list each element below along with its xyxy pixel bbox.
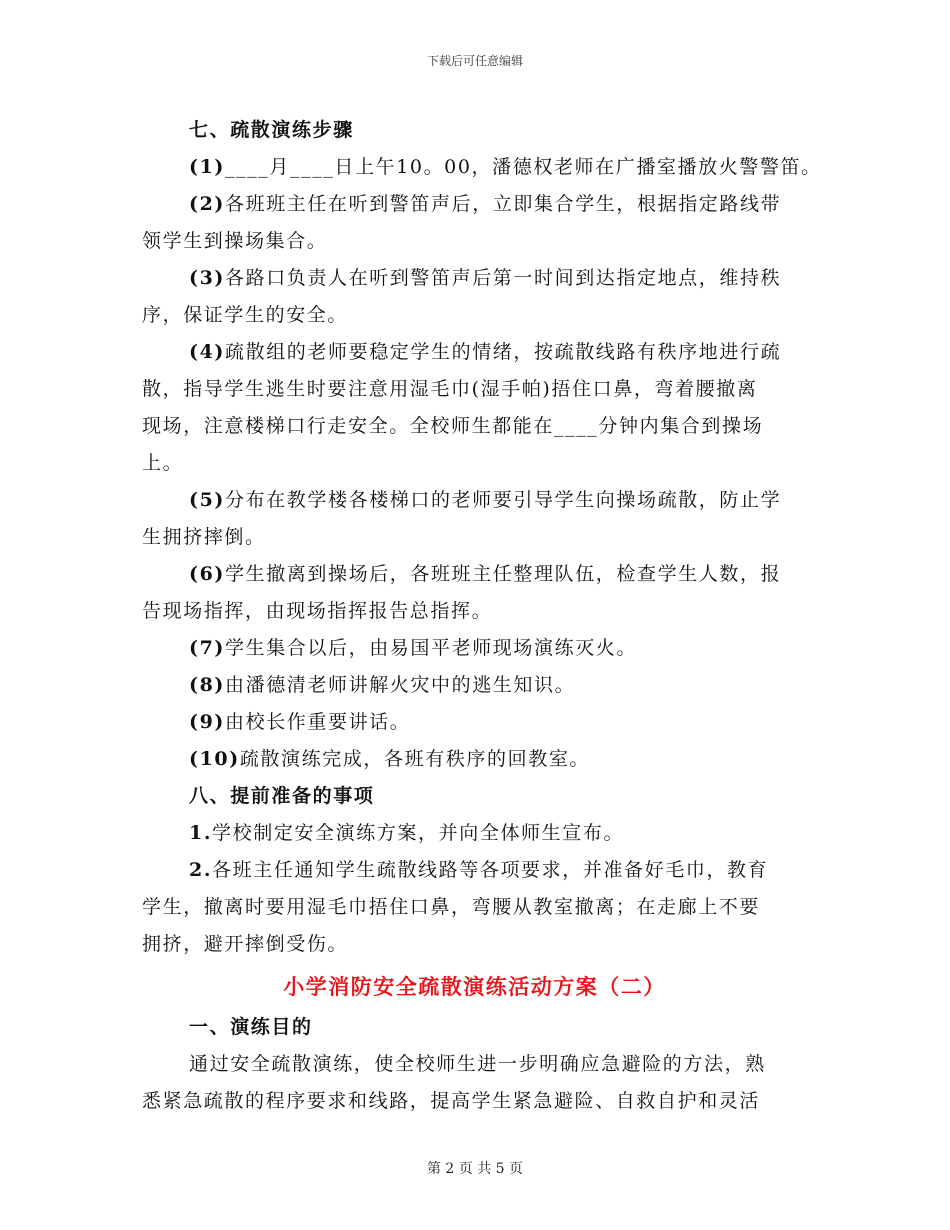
document-body <box>142 112 822 1120</box>
step-line <box>142 630 807 667</box>
prep-item-text: 学校制定安全演练方案，并向全体师生宣布。 <box>212 822 625 844</box>
step-line <box>142 260 807 297</box>
step-line <box>142 482 807 519</box>
prep-item-line <box>142 926 807 963</box>
page-header: 下载后可任意编辑 <box>426 54 523 68</box>
page-footer: 第 2 页 共 5 页 <box>426 1161 524 1177</box>
section-7-steps <box>142 149 822 778</box>
step-number: (9) <box>189 711 225 733</box>
step-line <box>142 445 807 482</box>
step-text: 生拥挤摔倒。 <box>142 526 266 548</box>
step-line <box>142 223 807 260</box>
step-number: (4) <box>189 341 225 363</box>
step-number: (2) <box>189 193 225 215</box>
paragraph-line: 悉紧急疏散的程序要求和线路，提高学生紧急避险、自救自护和灵活 <box>142 1090 761 1112</box>
step-text: 上。 <box>142 452 184 474</box>
paragraph-line: 通过安全疏散演练，使全校师生进一步明确应急避险的方法，熟 <box>189 1053 766 1075</box>
prep-item-line <box>142 852 807 889</box>
step-line <box>142 704 807 741</box>
step-number: (6) <box>189 563 225 585</box>
step-text: 各路口负责人在听到警笛声后第一时间到达指定地点，维持秩 <box>225 267 782 289</box>
step-number: (1) <box>189 156 225 178</box>
step-line <box>142 297 807 334</box>
prep-item-text: 学生，撤离时要用湿毛巾捂住口鼻，弯腰从教室撤离；在走廊上不要 <box>142 896 761 918</box>
step-text: 领学生到操场集合。 <box>142 230 328 252</box>
step-line <box>142 186 807 223</box>
step-number: (5) <box>189 489 225 511</box>
section-7-heading: 七、疏散演练步骤 <box>189 119 354 141</box>
step-text: 由潘德清老师讲解火灾中的逃生知识。 <box>225 674 576 696</box>
prep-item-line <box>142 815 807 852</box>
step-text: 由校长作重要讲话。 <box>225 711 411 733</box>
step-text: 学生集合以后，由易国平老师现场演练灭火。 <box>225 637 638 659</box>
step-line <box>142 741 807 778</box>
prep-item-number: 2. <box>189 859 213 881</box>
prep-item-text: 拥挤，避开摔倒受伤。 <box>142 933 349 955</box>
plan-2-title: 小学消防安全疏散演练活动方案（二） <box>283 974 666 999</box>
section-8-items <box>142 815 807 963</box>
step-line <box>142 408 807 445</box>
prep-item-number: 1. <box>189 822 213 844</box>
plan-2-section-1-heading: 一、演练目的 <box>189 1016 313 1038</box>
prep-item-line <box>142 889 807 926</box>
step-text: 散，指导学生逃生时要注意用湿毛巾(湿手帕)捂住口鼻，弯着腰撤离 <box>142 378 758 400</box>
step-text: 学生撤离到操场后，各班班主任整理队伍，检查学生人数，报 <box>225 563 782 585</box>
step-line <box>142 334 807 371</box>
step-line <box>142 667 807 704</box>
section-8-heading: 八、提前准备的事项 <box>189 785 375 807</box>
step-number: (3) <box>189 267 225 289</box>
step-text: 疏散演练完成，各班有秩序的回教室。 <box>239 748 591 770</box>
step-number: (7) <box>189 637 225 659</box>
step-number: (8) <box>189 674 225 696</box>
step-line <box>142 556 807 593</box>
step-line <box>142 371 807 408</box>
step-text: ____月____日上午10。00，潘德权老师在广播室播放火警警笛。 <box>225 156 822 178</box>
prep-item-text: 各班主任通知学生疏散线路等各项要求，并准备好毛巾，教育 <box>212 859 769 881</box>
step-text: 疏散组的老师要稳定学生的情绪，按疏散线路有秩序地进行疏 <box>225 341 782 363</box>
step-text: 分布在教学楼各楼梯口的老师要引导学生向操场疏散，防止学 <box>225 489 782 511</box>
step-text: 各班班主任在听到警笛声后，立即集合学生，根据指定路线带 <box>225 193 782 215</box>
step-line <box>142 149 822 186</box>
step-line <box>142 519 807 556</box>
step-text: 序，保证学生的安全。 <box>142 304 349 326</box>
step-text: 现场，注意楼梯口行走安全。全校师生都能在____分钟内集合到操场 <box>142 415 764 437</box>
step-text: 告现场指挥，由现场指挥报告总指挥。 <box>142 600 493 622</box>
step-line <box>142 593 807 630</box>
step-number: (10) <box>189 748 240 770</box>
